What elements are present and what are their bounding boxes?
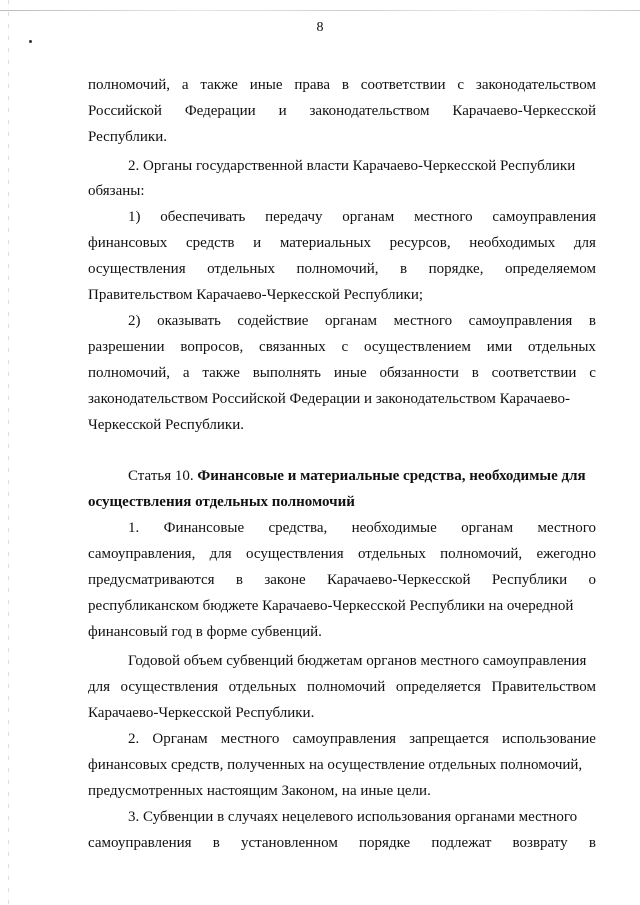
text-line bbox=[88, 518, 596, 538]
word: права bbox=[294, 77, 331, 93]
word: необходимые bbox=[351, 520, 437, 536]
article-number: Статья 10. bbox=[128, 468, 194, 484]
word: в bbox=[235, 572, 243, 588]
word: законе bbox=[264, 572, 306, 588]
article-title: Финансовые и материальные средства, необходимые для bbox=[197, 468, 586, 484]
text-line: Республики. bbox=[88, 129, 167, 145]
word: Карачаево-Черкесской bbox=[326, 572, 471, 588]
word: осуществлением bbox=[364, 339, 471, 355]
text-line bbox=[88, 207, 596, 227]
word: с bbox=[589, 365, 596, 381]
word: органам bbox=[342, 209, 395, 225]
word: определяемом bbox=[504, 261, 596, 277]
word: 2. bbox=[128, 731, 140, 747]
word: в bbox=[341, 77, 349, 93]
word: органам bbox=[325, 313, 377, 329]
word: необходимых bbox=[469, 235, 556, 251]
text-line: 2. Органы государственной власти Карачаево-Черкесской Республики bbox=[128, 158, 576, 174]
text-line: предусмотренных настоящим Законом, на иные цели. bbox=[88, 783, 431, 799]
word: отдельных bbox=[357, 546, 426, 562]
word: Правительством bbox=[491, 679, 596, 695]
word: определяется bbox=[395, 679, 481, 695]
text-line: 3. Субвенции в случаях нецелевого использования органами местного bbox=[128, 809, 578, 825]
text-line bbox=[88, 337, 596, 357]
word: обеспечивать bbox=[160, 209, 246, 225]
word: Федерации bbox=[184, 103, 256, 119]
word: местного bbox=[393, 313, 453, 329]
text-line bbox=[88, 833, 596, 853]
word: законодательством bbox=[309, 103, 430, 119]
word: отдельных bbox=[228, 679, 297, 695]
word: материальных bbox=[279, 235, 371, 251]
word: для bbox=[88, 679, 111, 695]
word: самоуправления bbox=[292, 731, 397, 747]
word: самоуправления bbox=[492, 209, 596, 225]
word: полномочий, bbox=[88, 365, 171, 381]
text-line bbox=[88, 677, 596, 697]
word: осуществления bbox=[246, 546, 344, 562]
word: в bbox=[399, 261, 408, 277]
text-line bbox=[88, 729, 596, 749]
word: для bbox=[573, 235, 596, 251]
word: в bbox=[212, 835, 220, 851]
word: использование bbox=[502, 731, 596, 747]
scan-edge-top bbox=[0, 10, 640, 11]
word: также bbox=[200, 77, 238, 93]
word: полномочий, bbox=[296, 261, 379, 277]
word: самоуправления bbox=[468, 313, 573, 329]
word: отдельных bbox=[528, 339, 596, 355]
word: органам bbox=[461, 520, 514, 536]
text-line: Карачаево-Черкесской Республики. bbox=[88, 705, 315, 721]
word: Российской bbox=[88, 103, 162, 119]
word: предусматриваются bbox=[88, 572, 215, 588]
word: а bbox=[182, 365, 190, 381]
word: соответствии bbox=[360, 77, 446, 93]
text-line bbox=[88, 101, 596, 121]
word: и bbox=[278, 103, 287, 119]
word: иные bbox=[333, 365, 367, 381]
text-line bbox=[88, 544, 596, 564]
article-title-cont: осуществления отдельных полномочий bbox=[88, 494, 355, 510]
text-line bbox=[88, 259, 596, 279]
word: самоуправления bbox=[88, 835, 192, 851]
text-line: Правительством Карачаево-Черкесской Республики; bbox=[88, 287, 424, 303]
word: местного bbox=[220, 731, 280, 747]
word: о bbox=[588, 572, 596, 588]
word: выполнять bbox=[252, 365, 321, 381]
word: отдельных bbox=[207, 261, 275, 277]
word: установленном bbox=[241, 835, 338, 851]
word: связанных bbox=[259, 339, 326, 355]
word: передачу bbox=[265, 209, 323, 225]
word: 1) bbox=[128, 209, 141, 225]
word: оказывать bbox=[157, 313, 221, 329]
word: ими bbox=[486, 339, 513, 355]
word: а bbox=[181, 77, 189, 93]
word: возврату bbox=[512, 835, 568, 851]
word: запрещается bbox=[409, 731, 489, 747]
word: средства, bbox=[268, 520, 328, 536]
word: также bbox=[202, 365, 240, 381]
scan-speck bbox=[29, 40, 32, 43]
word: в bbox=[588, 313, 596, 329]
word: осуществления bbox=[88, 261, 186, 277]
text-line: республиканском бюджете Карачаево-Черкесской Республики на очередной bbox=[88, 598, 574, 614]
text-line: финансовый год в форме субвенций. bbox=[88, 624, 322, 640]
word: ресурсов, bbox=[389, 235, 451, 251]
text-line bbox=[88, 233, 596, 253]
word: полномочий bbox=[307, 679, 386, 695]
word: с bbox=[341, 339, 349, 355]
word: обязанности bbox=[379, 365, 459, 381]
word: местного bbox=[537, 520, 596, 536]
word: законодательством bbox=[475, 77, 596, 93]
text-line bbox=[88, 363, 596, 383]
word: в bbox=[471, 365, 479, 381]
word: местного bbox=[414, 209, 473, 225]
article-heading bbox=[88, 466, 596, 486]
word: финансовых bbox=[88, 235, 168, 251]
word: подлежат bbox=[431, 835, 492, 851]
word: и bbox=[253, 235, 262, 251]
text-line: законодательством Российской Федерации и законодательством Карачаево- bbox=[88, 391, 570, 407]
scan-edge-left bbox=[8, 0, 9, 905]
word: иные bbox=[249, 77, 283, 93]
word: 2) bbox=[128, 313, 141, 329]
word: порядке, bbox=[428, 261, 484, 277]
word: Республики bbox=[491, 572, 568, 588]
word: Органам bbox=[152, 731, 208, 747]
text-line: обязаны: bbox=[88, 183, 145, 199]
word: самоуправления, bbox=[88, 546, 196, 562]
word: осуществления bbox=[120, 679, 219, 695]
word: ежегодно bbox=[536, 546, 596, 562]
word: с bbox=[457, 77, 465, 93]
word: Финансовые bbox=[163, 520, 245, 536]
word: для bbox=[209, 546, 232, 562]
word: Карачаево-Черкесской bbox=[452, 103, 596, 119]
word: соответствии bbox=[491, 365, 577, 381]
word: разрешении bbox=[88, 339, 165, 355]
word: средств bbox=[185, 235, 235, 251]
page-number: 8 bbox=[316, 20, 324, 35]
word: полномочий, bbox=[440, 546, 523, 562]
text-line bbox=[88, 311, 596, 331]
word: в bbox=[588, 835, 596, 851]
word: полномочий, bbox=[88, 77, 171, 93]
word: 1. bbox=[128, 520, 140, 536]
text-line: Черкесской Республики. bbox=[88, 417, 244, 433]
text-line bbox=[88, 75, 596, 95]
word: вопросов, bbox=[180, 339, 244, 355]
text-line: финансовых средств, полученных на осуществление отдельных полномочий, bbox=[88, 757, 583, 773]
word: порядке bbox=[359, 835, 411, 851]
word: содействие bbox=[237, 313, 309, 329]
text-line: Годовой объем субвенций бюджетам органов местного самоуправления bbox=[128, 653, 587, 669]
text-line bbox=[88, 570, 596, 590]
